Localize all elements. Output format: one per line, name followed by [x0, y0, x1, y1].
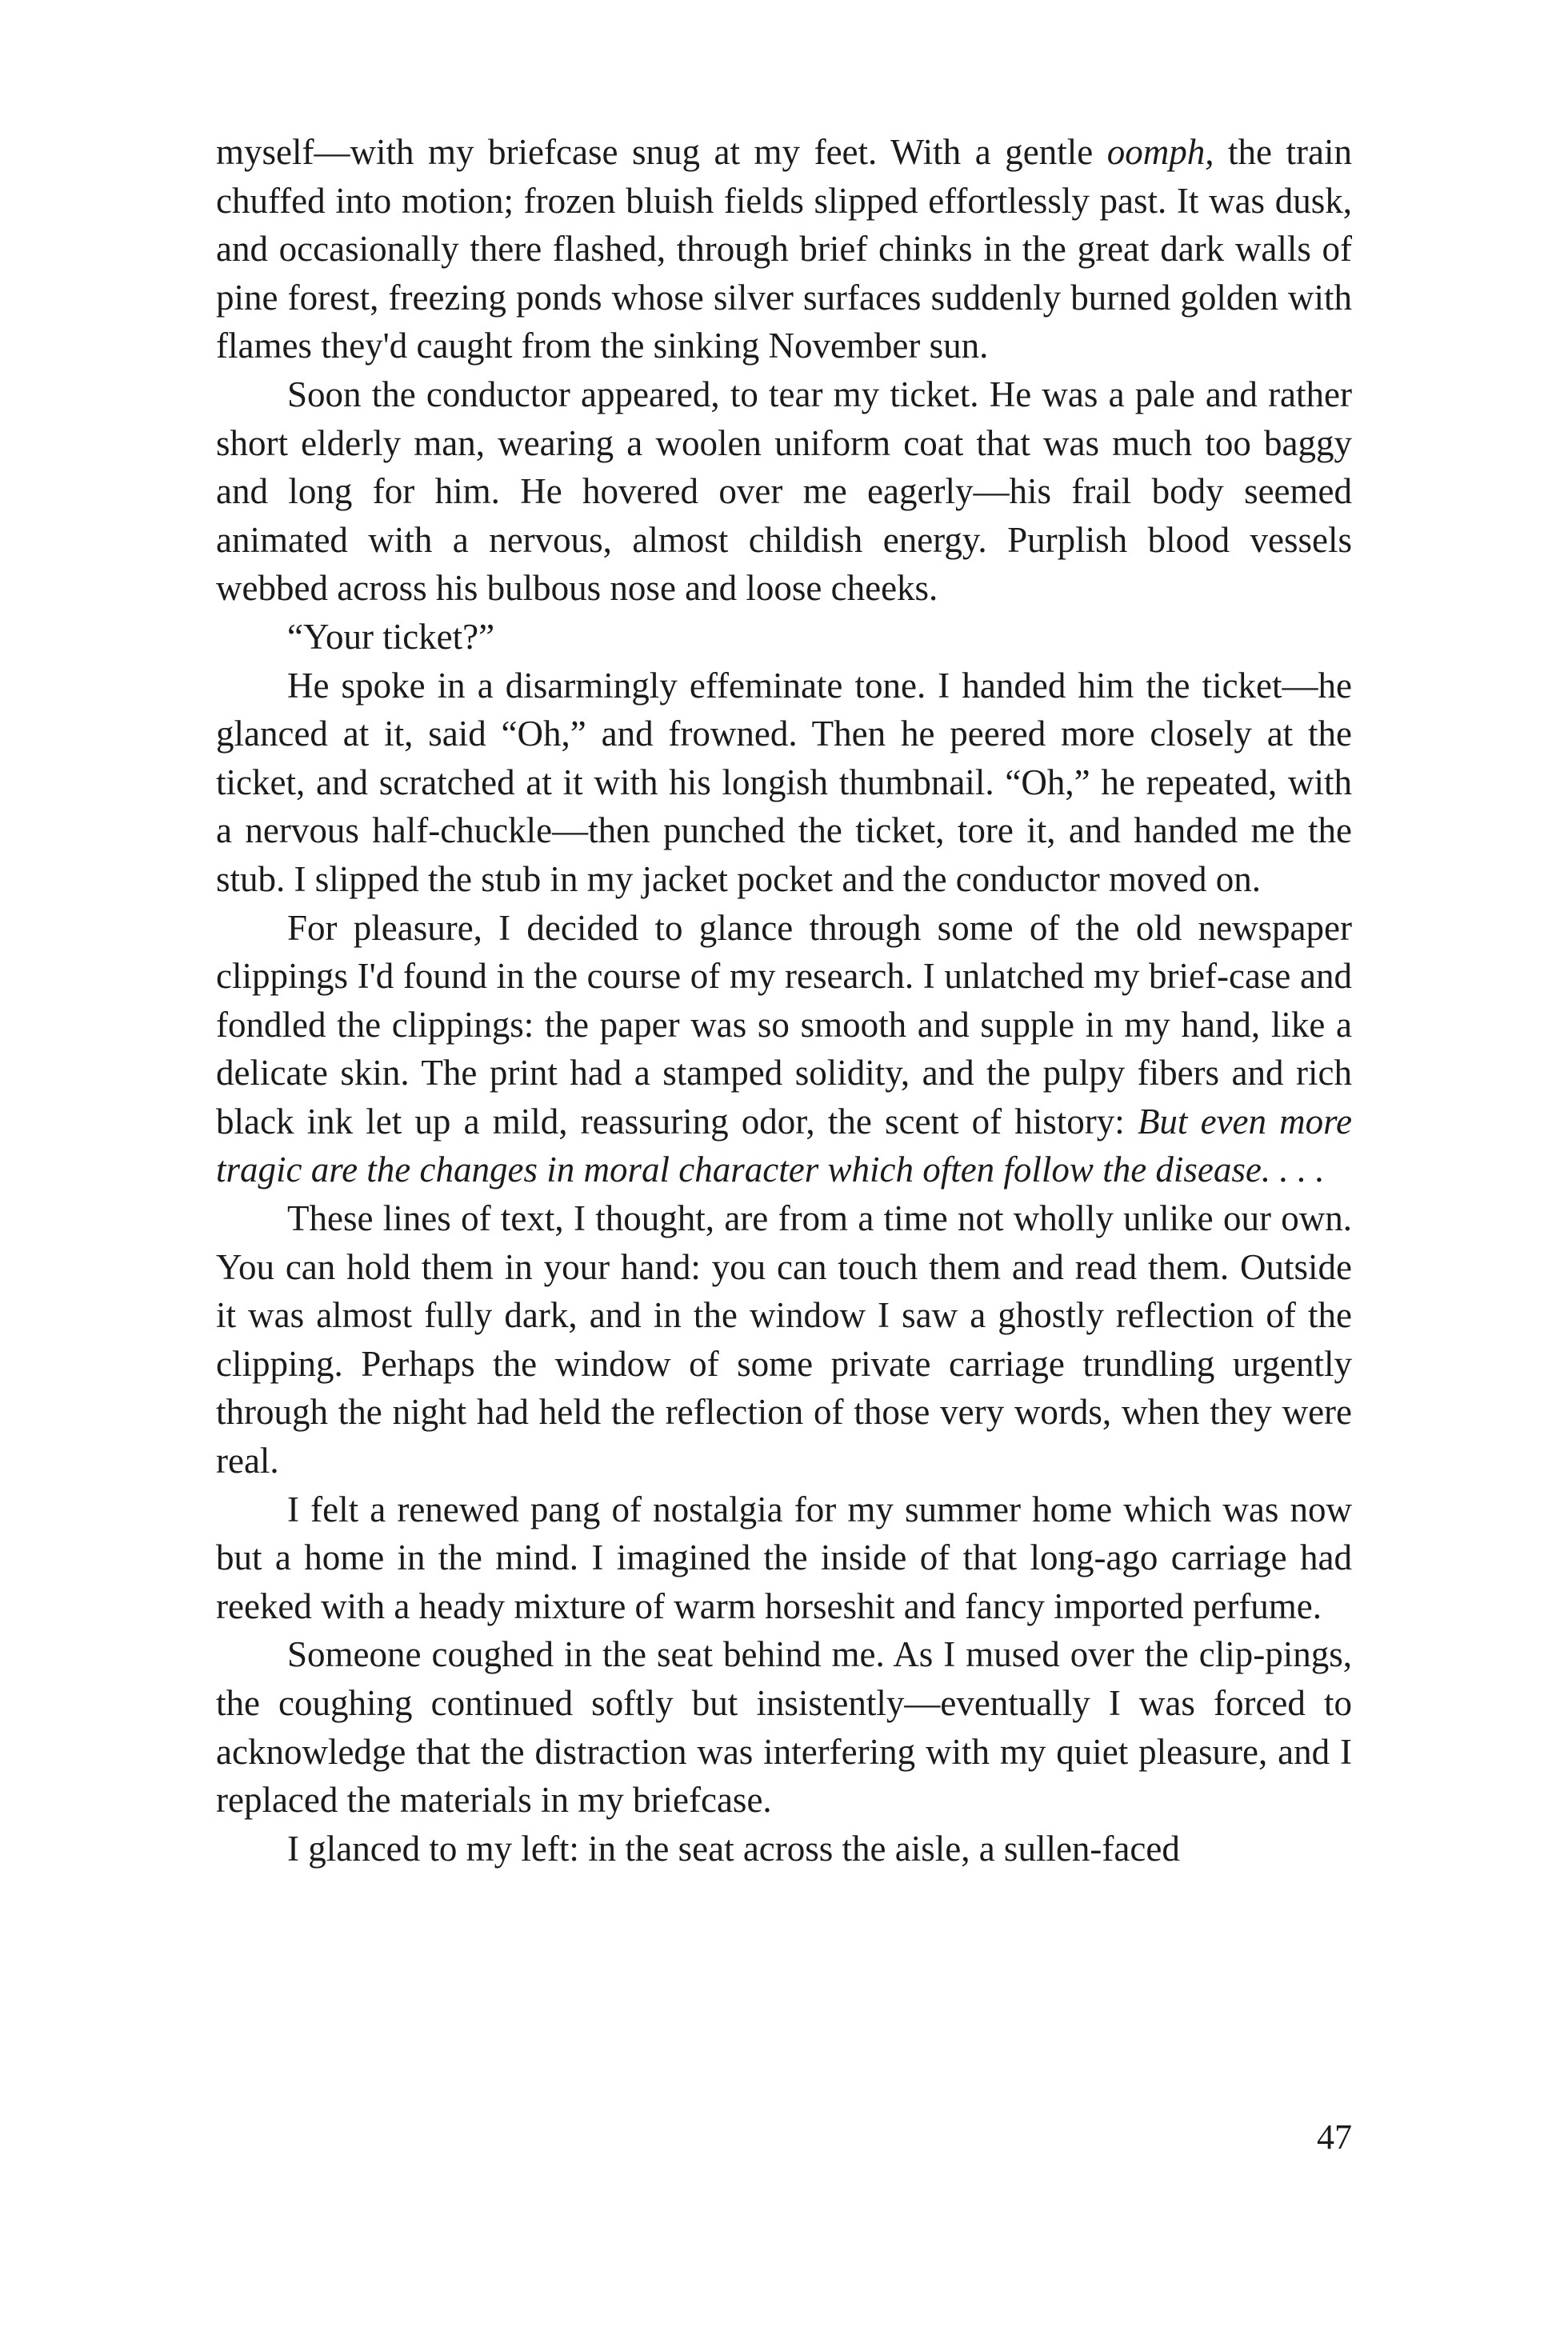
italic-run: oomph, — [1106, 132, 1214, 172]
text-run: He spoke in a disarmingly effeminate tone. I handed him the ticket—he glanced at it, said “Oh,” and frowned. Then he peered more closely at the ticket, and scratched at it with his longish thumbnail. “Oh,” he repeated, with a nervous half-chuckle—then punched the ticket, tore it, and handed me the stub. I slipped the stub in my jacket pocket and the conductor moved on. — [216, 665, 1352, 899]
paragraph — [216, 1825, 1352, 1873]
text-run: the train chuffed into motion; frozen bluish fields slipped effortlessly past. It was dusk, and occasionally there flashed, through brief chinks in the great dark walls of pine forest, freezing ponds whose silver surfaces suddenly burned golden with flames they'd caught from the sinking November sun. — [216, 132, 1352, 366]
text-run: “Your ticket?” — [287, 616, 495, 657]
text-run: These lines of text, I thought, are from a time not wholly unlike our own. You can hold them in your hand: you can touch them and read them. Outside it was almost fully dark, and in the window I saw a ghostly reflection of the clipping. Perhaps the window of some private carriage trundling urgently through the night had held the reflection of those very words, when they were real. — [216, 1198, 1352, 1481]
paragraph — [216, 128, 1352, 370]
body-text — [216, 128, 1352, 1873]
paragraph — [216, 1485, 1352, 1631]
text-run: I glanced to my left: in the seat across the aisle, a sullen-faced — [287, 1828, 1180, 1869]
italic-run: But even more tragic are the changes in moral character which often follow the disease. . . . — [216, 1101, 1352, 1190]
paragraph — [216, 613, 1352, 662]
text-run: Someone coughed in the seat behind me. As I mused over the clip-pings, the coughing continued softly but insistently—eventually I was forced to acknowledge that the distraction was interfering with my quiet pleasure, and I replaced the materials in my briefcase. — [216, 1634, 1352, 1821]
paragraph — [216, 662, 1352, 904]
text-run: For pleasure, I decided to glance through some of the old newspaper clippings I'd found in the course of my research. I unlatched my brief-case and fondled the clippings: the paper was so smooth and supple in my hand, like a delicate skin. The print had a stamped solidity, and the pulpy fibers and rich black ink let up a mild, reassuring odor, the scent of history: — [216, 907, 1352, 1142]
text-run: myself—with my briefcase snug at my feet. With a gentle — [216, 132, 1107, 172]
paragraph — [216, 370, 1352, 613]
page-number: 47 — [1317, 2117, 1352, 2157]
text-run: I felt a renewed pang of nostalgia for my summer home which was now but a home in the mind. I imagined the inside of that long-ago carriage had reeked with a heady mixture of warm horseshit and fancy imported perfume. — [216, 1489, 1352, 1626]
text-run: Soon the conductor appeared, to tear my ticket. He was a pale and rather short elderly man, wearing a woolen uniform coat that was much too baggy and long for him. He hovered over me eagerly—his frail body seemed animated with a nervous, almost childish energy. Purplish blood vessels webbed across his bulbous nose and loose cheeks. — [216, 374, 1352, 609]
paragraph — [216, 1630, 1352, 1824]
paragraph — [216, 904, 1352, 1195]
paragraph — [216, 1194, 1352, 1485]
